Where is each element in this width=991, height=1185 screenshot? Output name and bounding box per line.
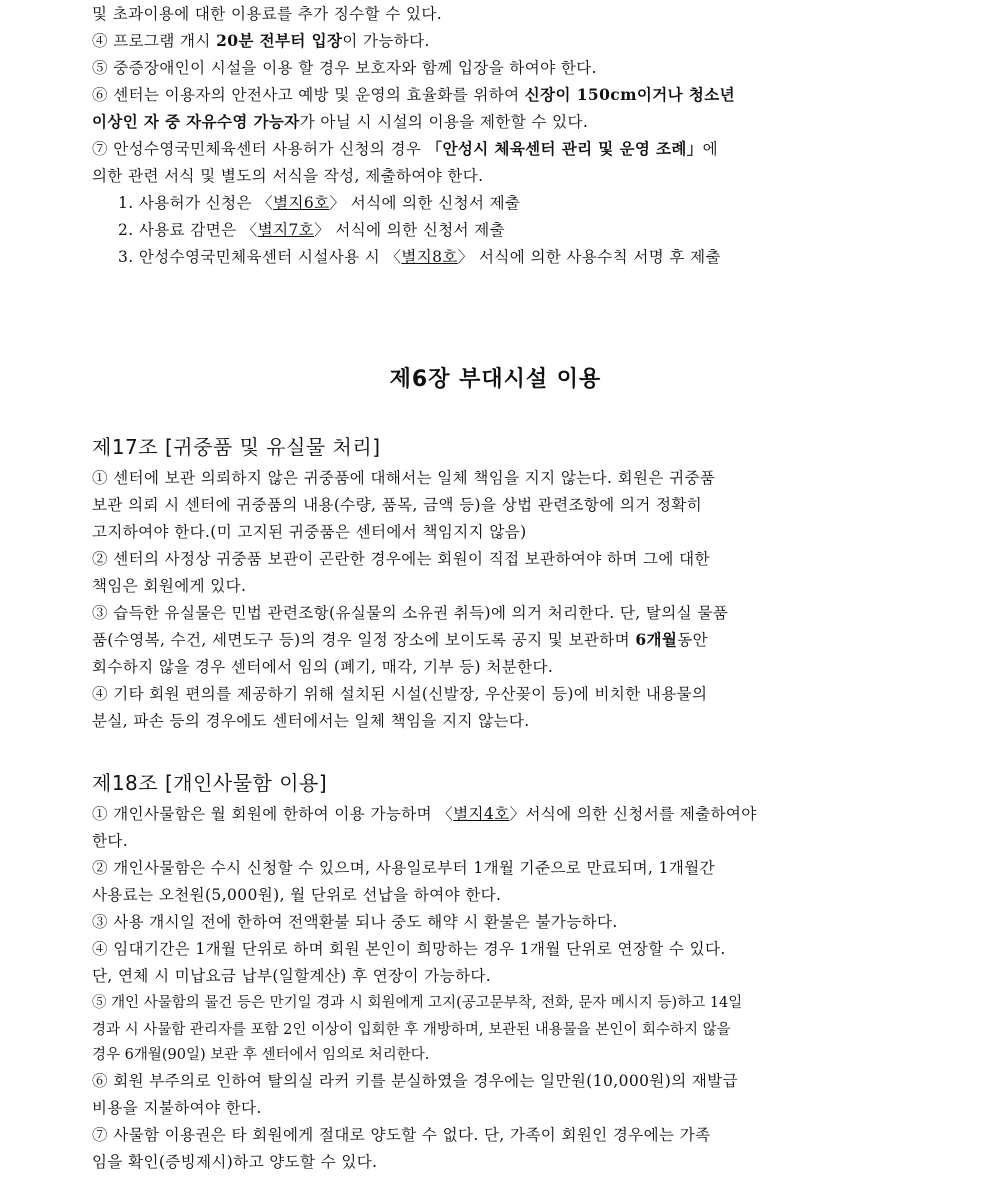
paragraph-line: 고지하여야 한다.(미 고지된 귀중품은 센터에서 책임지지 않음) [92, 523, 527, 541]
paragraph-line: 경우 6개월(90일) 보관 후 센터에서 임의로 처리한다. [92, 1047, 430, 1063]
paragraph-line: ② 센터의 사정상 귀중품 보관이 곤란한 경우에는 회원이 직접 보관하여야 하며 그에 대한 [92, 550, 710, 568]
paragraph-line: 경과 시 사물함 관리자를 포함 2인 이상이 입회한 후 개방하며, 보관된 내용물을 본인이 회수하지 않을 [92, 1022, 731, 1038]
paragraph-line: ① 센터에 보관 의뢰하지 않은 귀중품에 대해서는 일체 책임을 지지 않는다. 회원은 귀중품 [92, 469, 716, 487]
form-reference: 별지8호 [401, 248, 458, 266]
paragraph-line: ⑤ 개인 사물함의 물건 등은 만기일 경과 시 회원에게 고지(공고문부착, 전화, 문자 메시지 등)하고 14일 [92, 995, 743, 1011]
form-reference: 별지6호 [273, 194, 330, 212]
paragraph-line: ⑥ 회원 부주의로 인하여 탈의실 라커 키를 분실하였을 경우에는 일만원(10,000원)의 재발급 [92, 1072, 739, 1090]
paragraph-line: 이상인 자 중 자유수영 가능자가 아닐 시 시설의 이용을 제한할 수 있다. [92, 112, 589, 131]
article-17-title: 제17조 [귀중품 및 유실물 처리] [92, 435, 381, 459]
paragraph-line: ④ 프로그램 개시 20분 전부터 입장이 가능하다. [92, 31, 430, 50]
paragraph-line: 회수하지 않을 경우 센터에서 임의 (폐기, 매각, 기부 등) 처분한다. [92, 658, 554, 676]
paragraph-line: 분실, 파손 등의 경우에도 센터에서는 일체 책임을 지지 않는다. [92, 712, 530, 730]
paragraph-line: 사용료는 오천원(5,000원), 월 단위로 선납을 하여야 한다. [92, 886, 502, 904]
paragraph-line: 비용을 지불하여야 한다. [92, 1099, 262, 1117]
paragraph-line: ④ 기타 회원 편의를 제공하기 위해 설치된 시설(신발장, 우산꽂이 등)에 비치한 내용물의 [92, 685, 708, 703]
list-item: 3. 안성수영국민체육센터 시설사용 시 〈별지8호〉 서식에 의한 사용수칙 서명 후 제출 [118, 248, 721, 266]
paragraph-line: ⑤ 중증장애인이 시설을 이용 할 경우 보호자와 함께 입장을 하여야 한다. [92, 59, 597, 77]
paragraph-line: ④ 임대기간은 1개월 단위로 하며 회원 본인이 희망하는 경우 1개월 단위로 연장할 수 있다. [92, 940, 726, 958]
paragraph-line: 의한 관련 서식 및 별도의 서식을 작성, 제출하여야 한다. [92, 167, 484, 185]
paragraph-line: ③ 사용 개시일 전에 한하여 전액환불 되나 중도 해약 시 환불은 불가능하다. [92, 913, 618, 931]
chapter-heading: 제6장 부대시설 이용 [389, 367, 602, 392]
paragraph-line: 책임은 회원에게 있다. [92, 577, 247, 595]
paragraph-line: ③ 습득한 유실물은 민법 관련조항(유실물의 소유권 취득)에 의거 처리한다. 단, 탈의실 물품 [92, 604, 729, 622]
article-18-title: 제18조 [개인사물함 이용] [92, 771, 328, 795]
paragraph-line: 단, 연체 시 미납요금 납부(일할계산) 후 연장이 가능하다. [92, 967, 492, 985]
paragraph-line: ① 개인사물함은 월 회원에 한하여 이용 가능하며 〈별지4호〉서식에 의한 신청서를 제출하여야 [92, 805, 757, 823]
paragraph-line: ② 개인사물함은 수시 신청할 수 있으며, 사용일로부터 1개월 기준으로 만료되며, 1개월간 [92, 859, 716, 877]
paragraph-line: 임을 확인(증빙제시)하고 양도할 수 있다. [92, 1153, 378, 1171]
form-reference: 별지4호 [453, 805, 510, 823]
list-item: 2. 사용료 감면은 〈별지7호〉 서식에 의한 신청서 제출 [118, 221, 506, 239]
paragraph-line: 및 초과이용에 대한 이용료를 추가 징수할 수 있다. [92, 5, 443, 23]
list-item: 1. 사용허가 신청은 〈별지6호〉 서식에 의한 신청서 제출 [118, 194, 521, 212]
paragraph-line: ⑦ 사물함 이용권은 타 회원에게 절대로 양도할 수 없다. 단, 가족이 회원인 경우에는 가족 [92, 1126, 711, 1144]
form-reference: 별지7호 [257, 221, 315, 239]
paragraph-line: ⑦ 안성수영국민체육센터 사용허가 신청의 경우 「안성시 체육센터 관리 및 운영 조례」에 [92, 139, 719, 158]
paragraph-line: ⑥ 센터는 이용자의 안전사고 예방 및 운영의 효율화를 위하여 신장이 150cm이거나 청소년 [92, 85, 735, 104]
paragraph-line: 한다. [92, 832, 129, 850]
paragraph-line: 보관 의뢰 시 센터에 귀중품의 내용(수량, 품목, 금액 등)을 상법 관련조항에 의거 정확히 [92, 496, 703, 514]
paragraph-line: 품(수영복, 수건, 세면도구 등)의 경우 일정 장소에 보이도록 공지 및 보관하며 6개월동안 [92, 630, 709, 649]
